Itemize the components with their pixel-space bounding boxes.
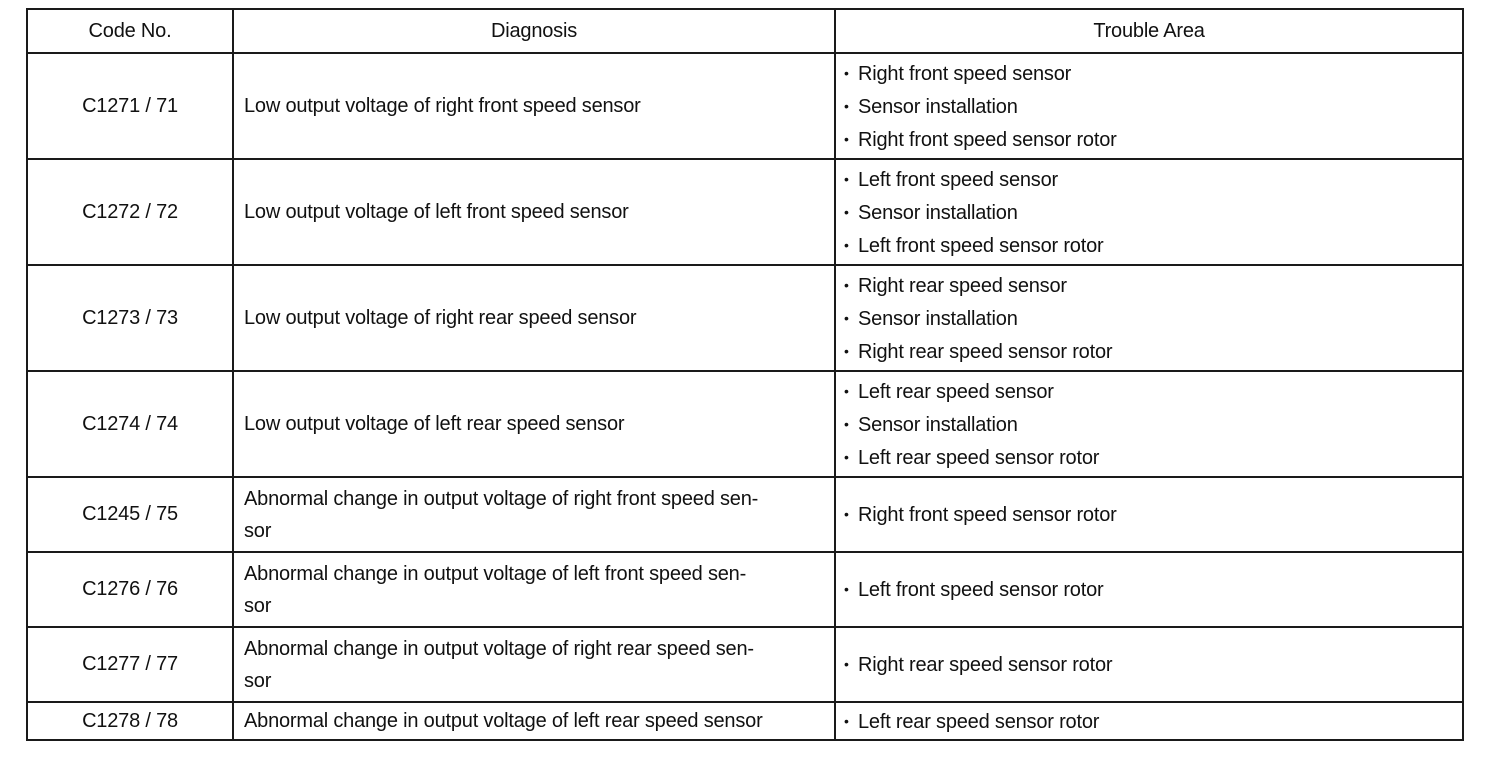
table-row [27,477,1463,552]
diagnosis-cell: Low output voltage of left front speed sensor [233,159,835,265]
diagnosis-line: sor [244,519,272,542]
code-cell: C1245 / 75 [27,477,233,552]
trouble-list [844,573,1462,606]
trouble-item: • Left rear speed sensor [844,375,1462,408]
diagnosis-cell [233,477,835,552]
bullet-icon: • [844,97,849,114]
bullet-icon: • [844,581,849,597]
trouble-item: • Right front speed sensor [844,57,1462,90]
table-row [27,371,1463,477]
code-cell: C1278 / 78 [27,702,233,740]
trouble-area-cell [835,477,1463,552]
code-cell: C1276 / 76 [27,552,233,627]
trouble-list [844,57,1462,156]
table-row [27,159,1463,265]
bullet-icon: • [844,276,849,293]
trouble-list [844,648,1462,681]
trouble-item: • Right front speed sensor rotor [844,498,1462,531]
trouble-item: • Right rear speed sensor [844,269,1462,302]
code-cell: C1273 / 73 [27,265,233,371]
bullet-icon: • [844,656,849,672]
header-code: Code No. [27,9,233,53]
trouble-item: • Right rear speed sensor rotor [844,335,1462,368]
bullet-icon: • [844,309,849,326]
bullet-icon: • [844,448,849,465]
diagnosis-cell [233,627,835,702]
bullet-icon: • [844,342,849,359]
bullet-icon: • [844,203,849,220]
trouble-item: • Sensor installation [844,90,1462,123]
table-row [27,53,1463,159]
header-trouble-area: Trouble Area [835,9,1463,53]
bullet-icon: • [844,170,849,187]
trouble-item: • Left front speed sensor rotor [844,229,1462,262]
bullet-icon: • [844,236,849,253]
trouble-area-cell [835,627,1463,702]
code-cell: C1274 / 74 [27,371,233,477]
dtc-table [26,8,1464,741]
trouble-item: • Right rear speed sensor rotor [844,648,1462,681]
trouble-item: • Right front speed sensor rotor [844,123,1462,156]
trouble-area-cell [835,159,1463,265]
bullet-icon: • [844,415,849,432]
bullet-icon: • [844,382,849,399]
diagnosis-cell: Abnormal change in output voltage of left rear speed sensor [233,702,835,740]
trouble-area-cell [835,371,1463,477]
diagnosis-cell: Low output voltage of left rear speed sensor [233,371,835,477]
diagnosis-line: Abnormal change in output voltage of right front speed sen- [244,487,759,510]
bullet-icon: • [844,64,849,81]
trouble-item: • Left front speed sensor [844,163,1462,196]
code-cell: C1271 / 71 [27,53,233,159]
trouble-area-cell [835,53,1463,159]
header-diagnosis: Diagnosis [233,9,835,53]
diagnosis-line: Abnormal change in output voltage of right rear speed sen- [244,637,754,660]
diagnosis-cell [233,552,835,627]
diagnosis-line: sor [244,669,272,692]
header-row [27,9,1463,53]
diagnosis-cell: Low output voltage of right rear speed sensor [233,265,835,371]
trouble-area-cell [835,552,1463,627]
bullet-icon: • [844,506,849,522]
code-cell: C1272 / 72 [27,159,233,265]
code-cell: C1277 / 77 [27,627,233,702]
trouble-area-cell [835,702,1463,740]
trouble-list [844,269,1462,368]
trouble-item: • Left rear speed sensor rotor [844,441,1462,474]
diagnosis-line: Abnormal change in output voltage of left front speed sen- [244,562,747,585]
trouble-list [844,498,1462,531]
table-row [27,552,1463,627]
trouble-list [844,163,1462,262]
trouble-area-cell [835,265,1463,371]
trouble-item: • Sensor installation [844,196,1462,229]
trouble-item: • Left front speed sensor rotor [844,573,1462,606]
table-row [27,627,1463,702]
trouble-item: • Sensor installation [844,408,1462,441]
trouble-item: • Sensor installation [844,302,1462,335]
bullet-icon: • [844,130,849,147]
table-row [27,702,1463,740]
bullet-icon: • [844,712,849,729]
trouble-item: • Left rear speed sensor rotor [844,705,1462,738]
trouble-list [844,375,1462,474]
table-row [27,265,1463,371]
diagnosis-cell: Low output voltage of right front speed sensor [233,53,835,159]
trouble-list [844,705,1462,738]
diagnosis-line: sor [244,594,272,617]
